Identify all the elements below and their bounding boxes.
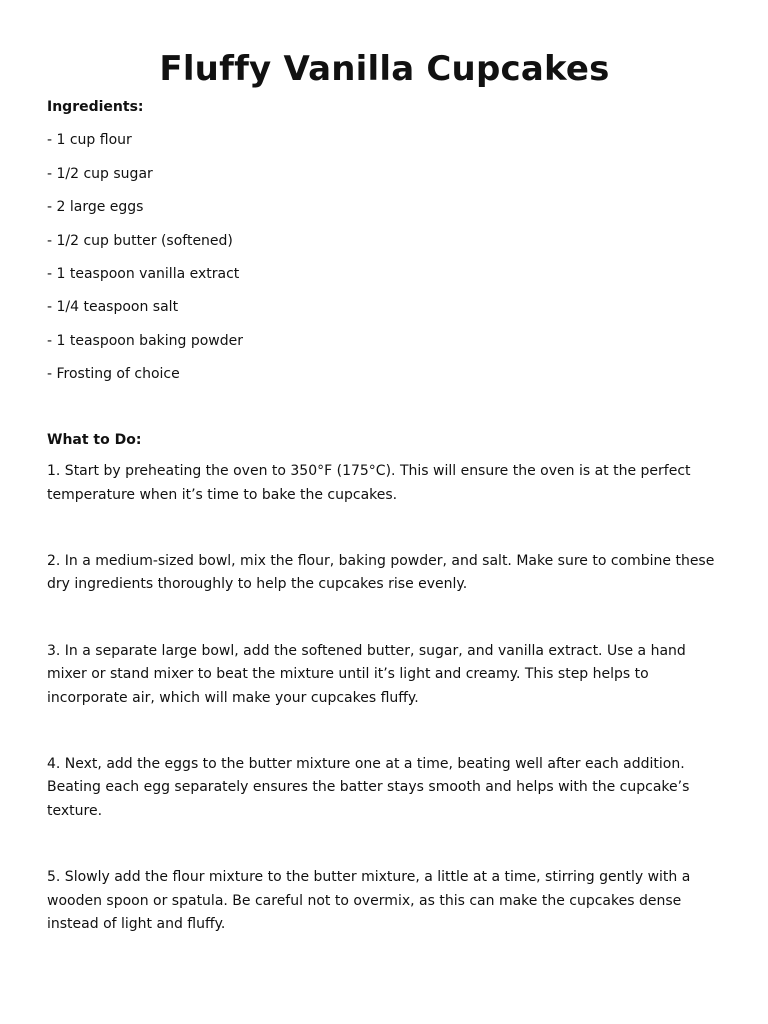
- ingredient-item: - 1 teaspoon baking powder: [47, 332, 244, 349]
- ingredient-item: - 1/4 teaspoon salt: [47, 299, 179, 316]
- step-paragraph: 3. In a separate large bowl, add the softened butter, sugar, and vanilla extract. Use a hand mixer or stand mixer to beat the mixture until it’s light and creamy. This step helps to incorporate air, which will make your cupcakes fluffy.: [47, 642, 686, 706]
- step-paragraph: 2. In a medium-sized bowl, mix the flour, baking powder, and salt. Make sure to combine these dry ingredients thoroughly to help the cupcakes rise evenly.: [47, 552, 715, 593]
- ingredient-item: - 1 teaspoon vanilla extract: [47, 265, 240, 282]
- ingredients-heading: Ingredients:: [47, 99, 144, 115]
- ingredient-list: [47, 130, 722, 384]
- ingredient-item: - 1/2 cup butter (softened): [47, 232, 233, 249]
- ingredient-item: - 2 large eggs: [47, 199, 144, 216]
- steps-heading: What to Do:: [47, 432, 142, 449]
- step-paragraph: 1. Start by preheating the oven to 350°F (175°C). This will ensure the oven is at the perfect temperature when it’s time to bake the cupcakes.: [47, 463, 691, 503]
- step-list: [47, 460, 722, 936]
- ingredient-item: - 1 cup flour: [47, 132, 132, 149]
- recipe-title: Fluffy Vanilla Cupcakes: [159, 49, 610, 89]
- step-paragraph: 5. Slowly add the flour mixture to the butter mixture, a little at a time, stirring gently with a wooden spoon or spatula. Be careful not to overmix, as this can make the cupcakes dense instead of light and fluffy.: [47, 869, 691, 932]
- ingredient-item: - 1/2 cup sugar: [47, 165, 153, 182]
- step-paragraph: 4. Next, add the eggs to the butter mixture one at a time, beating well after each addition. Beating each egg separately ensures the batter stays smooth and helps with the cupcake’s texture.: [47, 755, 690, 819]
- ingredient-item: - Frosting of choice: [47, 366, 180, 383]
